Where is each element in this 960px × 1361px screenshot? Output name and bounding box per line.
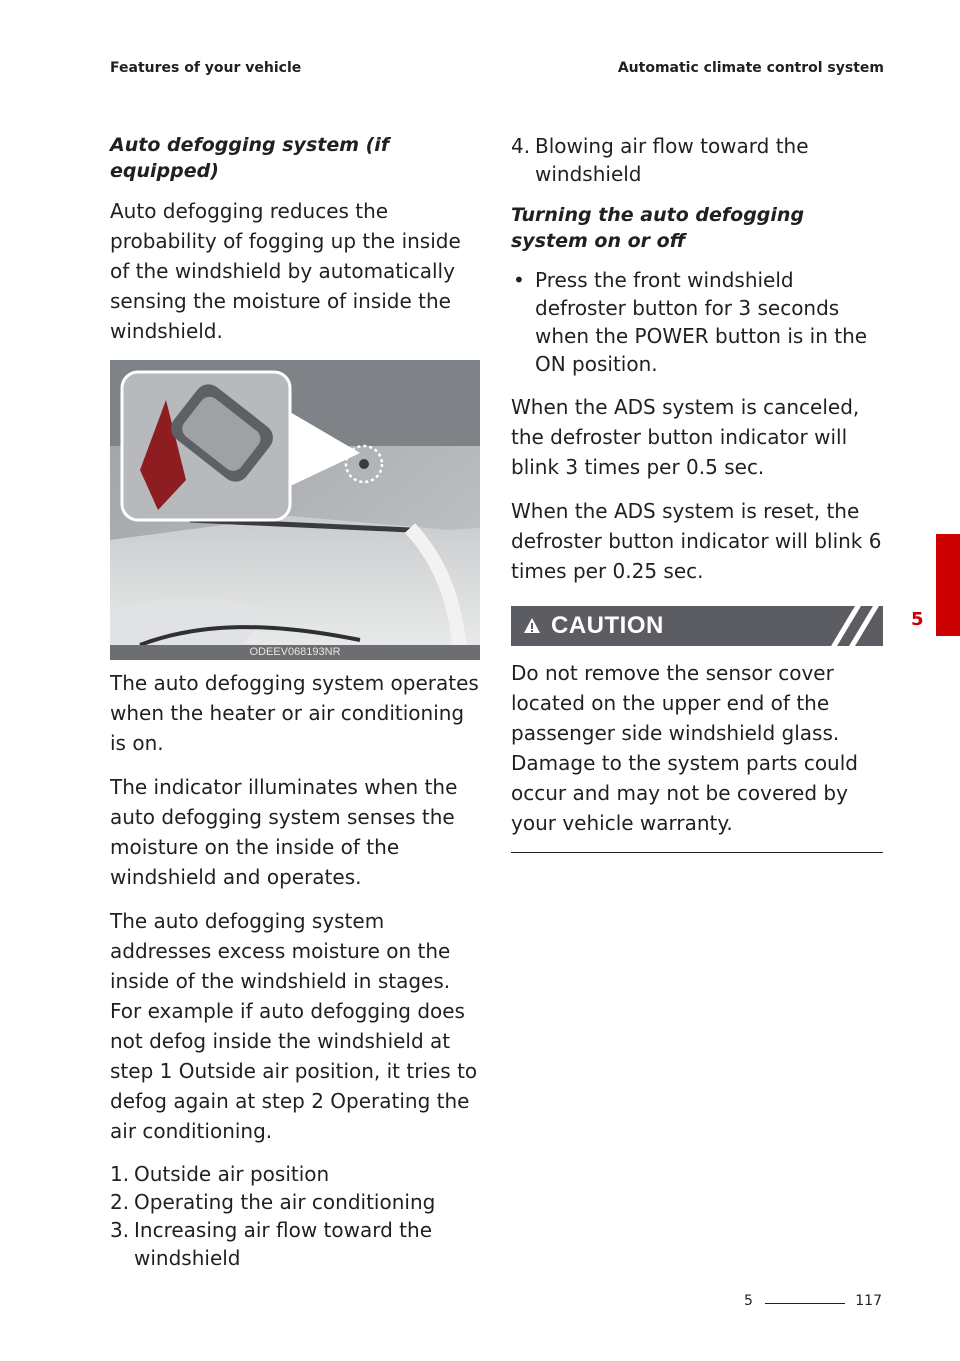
running-header-title: Automatic climate control system	[617, 60, 884, 76]
intro-paragraph: Auto defogging reduces the probability of fogging up the inside of the windshield by automatically sensing the moisture of inside the windshield.	[110, 199, 461, 343]
list-item: • Press the front windshield defroster button for 3 seconds when the POWER button is in the ON position.	[513, 268, 868, 376]
running-header-section: Features of your vehicle	[110, 60, 302, 76]
windshield-illustration	[110, 360, 480, 660]
defogging-steps-list	[110, 1160, 480, 1272]
warning-triangle-icon	[523, 617, 541, 635]
chapter-side-number: 5	[911, 609, 924, 630]
list-item: 1. Outside air position	[110, 1162, 330, 1186]
footer-page-number: 117	[855, 1293, 882, 1309]
defogging-steps-list-continued	[511, 132, 883, 188]
section-heading-auto-defogging: Auto defogging system (if equipped)	[110, 134, 390, 182]
bullet-icon: •	[513, 268, 525, 292]
list-item: 4. Blowing air flow toward the windshield	[511, 134, 809, 186]
section-heading-turning-on-off: Turning the auto defogging system on or off	[511, 204, 805, 252]
caution-divider	[511, 852, 883, 853]
ads-canceled-paragraph: When the ADS system is canceled, the defroster button indicator will blink 3 times per 0.5 sec.	[511, 395, 860, 479]
left-column	[110, 132, 480, 1272]
caution-banner	[511, 606, 883, 646]
bullet-list	[511, 266, 883, 378]
caution-text: Do not remove the sensor cover located on the upper end of the passenger side windshield glass. Damage to the system parts could occur and may not be covered by your vehicle warranty.	[511, 661, 858, 835]
body-paragraph-1: The auto defogging system operates when the heater or air conditioning is on.	[110, 671, 479, 755]
ads-reset-paragraph: When the ADS system is reset, the defroster button indicator will blink 6 times per 0.25 sec.	[511, 499, 882, 583]
right-column	[511, 132, 883, 853]
body-paragraph-3: The auto defogging system addresses excess moisture on the inside of the windshield in stages. For example if auto defogging does not defog inside the windshield at step 1 Outside air position, it tries to defog again at step 2 Operating the air conditioning.	[110, 909, 478, 1143]
list-item: 3. Increasing air flow toward the windshield	[110, 1218, 432, 1270]
chapter-side-tab	[936, 534, 960, 636]
windshield-sensor-figure	[110, 360, 480, 660]
caution-title: CAUTION	[551, 612, 664, 639]
list-item: 2. Operating the air conditioning	[110, 1190, 436, 1214]
footer-divider	[765, 1303, 845, 1304]
body-paragraph-2: The indicator illuminates when the auto defogging system senses the moisture on the inside of the windshield and operates.	[110, 775, 458, 889]
slash-decoration-icon	[823, 606, 883, 646]
footer-chapter-number: 5	[744, 1293, 753, 1309]
figure-code: ODEEV068193NR	[110, 645, 480, 660]
